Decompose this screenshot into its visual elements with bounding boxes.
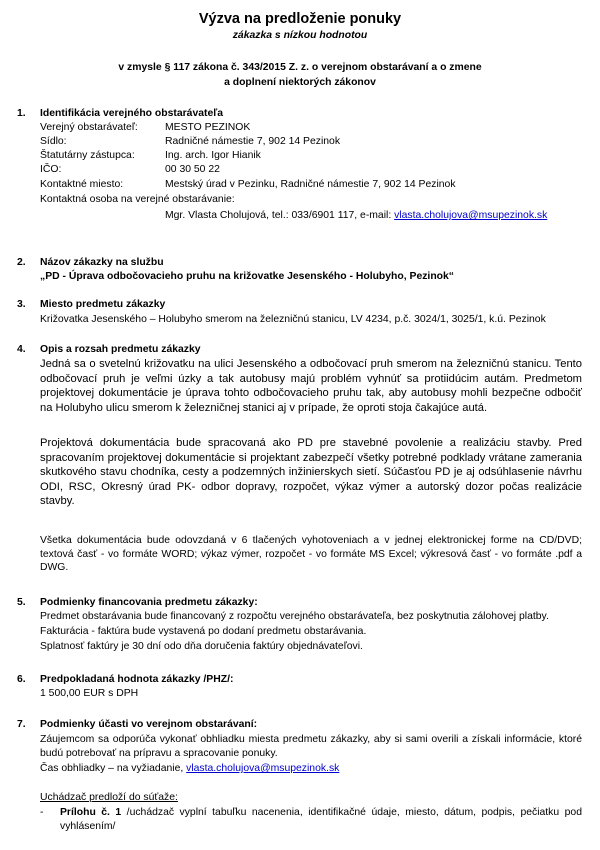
row-value: Mestský úrad v Pezinku, Radničné námestie 7, 902 14 Pezinok: [165, 179, 456, 190]
row-value: Radničné námestie 7, 902 14 Pezinok: [165, 136, 341, 147]
section-2-number: 2.: [17, 257, 26, 268]
financing-line-3: Splatnosť faktúry je 30 dní odo dňa doručenia faktúry objednávateľovi.: [40, 641, 363, 652]
annex-1-label: Prílohu č. 1: [60, 807, 122, 818]
section-7-number: 7.: [17, 719, 26, 730]
description-paragraph-2: Projektová dokumentácia bude spracovaná ako PD pre stavebné povolenie a realizáciu stavby. Pred spracovaním projektovej dokumentácie si projektant zabezpečí všetky potrebné podklady vrátane zamerania skutkového stavu chodníka, cesty a podzemných inžinierskych sietí. Súčasťou PD je aj odsúhlasenie návrhu ODI, RSC, Okresný úrad PK- odbor dopravy, rozpočet, výkaz výmer a autorský dozor počas realizácie stavby.: [40, 437, 582, 508]
row-label: Kontaktné miesto:: [40, 179, 124, 190]
contact-person-line: [165, 209, 547, 223]
document-title: Výzva na predloženie ponuky: [198, 11, 402, 27]
law-reference-line-2: a doplnení niektorých zákonov: [224, 77, 376, 88]
section-2-heading: Názov zákazky na službu: [40, 257, 164, 268]
row-label: IČO:: [40, 164, 62, 175]
section-5-number: 5.: [17, 597, 26, 608]
submission-subheading: Uchádzač predloží do súťaže:: [40, 792, 178, 803]
section-6-heading: Predpokladaná hodnota zákazky /PHZ/:: [40, 674, 234, 685]
site-visit-email-link[interactable]: vlasta.cholujova@msupezinok.sk: [186, 763, 340, 774]
section-5-heading: Podmienky financovania predmetu zákazky:: [40, 597, 258, 608]
section-1-number: 1.: [17, 108, 26, 119]
financing-line-1: Predmet obstarávania bude financovaný z rozpočtu verejného obstarávateľa, bez poskytnutia zálohovej platby.: [40, 611, 549, 622]
estimated-value: 1 500,00 EUR s DPH: [40, 688, 139, 699]
row-label: Verejný obstarávateľ:: [40, 122, 138, 133]
section-7-heading: Podmienky účasti vo verejnom obstarávaní:: [40, 719, 258, 730]
site-visit-text: Čas obhliadky – na vyžiadanie,: [40, 763, 187, 774]
section-4-heading: Opis a rozsah predmetu zákazky: [40, 344, 201, 355]
row-value: Ing. arch. Igor Hianik: [165, 150, 261, 161]
annex-1-item: [60, 806, 582, 833]
section-6-number: 6.: [17, 674, 26, 685]
section-4-number: 4.: [17, 344, 26, 355]
section-3-number: 3.: [17, 299, 26, 310]
row-label: Štatutárny zástupca:: [40, 150, 135, 161]
row-label: Sídlo:: [40, 136, 67, 147]
location-text: Križovatka Jesenského – Holubyho smerom na železničnú stanicu, LV 4234, p.č. 3024/1, 3025/1, k.ú. Pezinok: [40, 314, 546, 325]
annex-1-text: /uchádzač vyplní tabuľku nacenenia, identifikačné údaje, miesto, dátum, podpis, pečiatku pod vyhlásením/: [60, 807, 582, 832]
site-visit-line: [40, 762, 339, 776]
law-reference-line-1: v zmysle § 117 zákona č. 343/2015 Z. z. o verejnom obstarávaní a o zmene: [118, 62, 482, 73]
section-1-heading: Identifikácia verejného obstarávateľa: [40, 108, 224, 119]
contact-person-label: Kontaktná osoba na verejné obstarávanie:: [40, 194, 235, 205]
contact-email-link[interactable]: vlasta.cholujova@msupezinok.sk: [394, 210, 548, 221]
row-value: MESTO PEZINOK: [165, 122, 251, 133]
contract-name: „PD - Úprava odbočovacieho pruhu na križovatke Jesenského - Holubyho, Pezinok“: [40, 271, 454, 282]
section-3-heading: Miesto predmetu zákazky: [40, 299, 166, 310]
financing-line-2: Fakturácia - faktúra bude vystavená po dodaní predmetu obstarávania.: [40, 626, 367, 637]
contact-person-text: Mgr. Vlasta Cholujová, tel.: 033/6901 117, e-mail:: [165, 210, 395, 221]
description-paragraph-3: Všetka dokumentácia bude odovzdaná v 6 tlačených vyhotoveniach a v jednej elektronickej forme na CD/DVD; textová časť - vo formáte WORD; výkaz výmer, rozpočet - vo formáte MS Excel; výkresová časť - vo formáte .pdf a DWG.: [40, 535, 582, 574]
row-value: 00 30 50 22: [165, 164, 220, 175]
description-paragraph-1: Jedná sa o svetelnú križovatku na ulici Jesenského a odbočovací pruh smerom na železničnú stanicu. Tento odbočovací pruh je veľmi úzky a tak autobusy majú problém vyhnúť sa protiidúcim autám. Predmetom projektovej dokumentácie je úprava tohto odbočovacieho pruhu tak, aby autobusy mohli bezpečne odbočiť na Holubyho ulicu smerom k železničnej stanici aj v prípade, že oproti stoja čakajúce autá.: [40, 358, 582, 414]
list-bullet: -: [40, 807, 44, 818]
document-subtitle: zákazka s nízkou hodnotou: [232, 30, 368, 41]
participation-paragraph: Záujemcom sa odporúča vykonať obhliadku miesta predmetu zákazky, aby si sami overili a získali informácie, ktoré budú potrebovať na prípravu a spracovanie ponuky.: [40, 734, 582, 759]
